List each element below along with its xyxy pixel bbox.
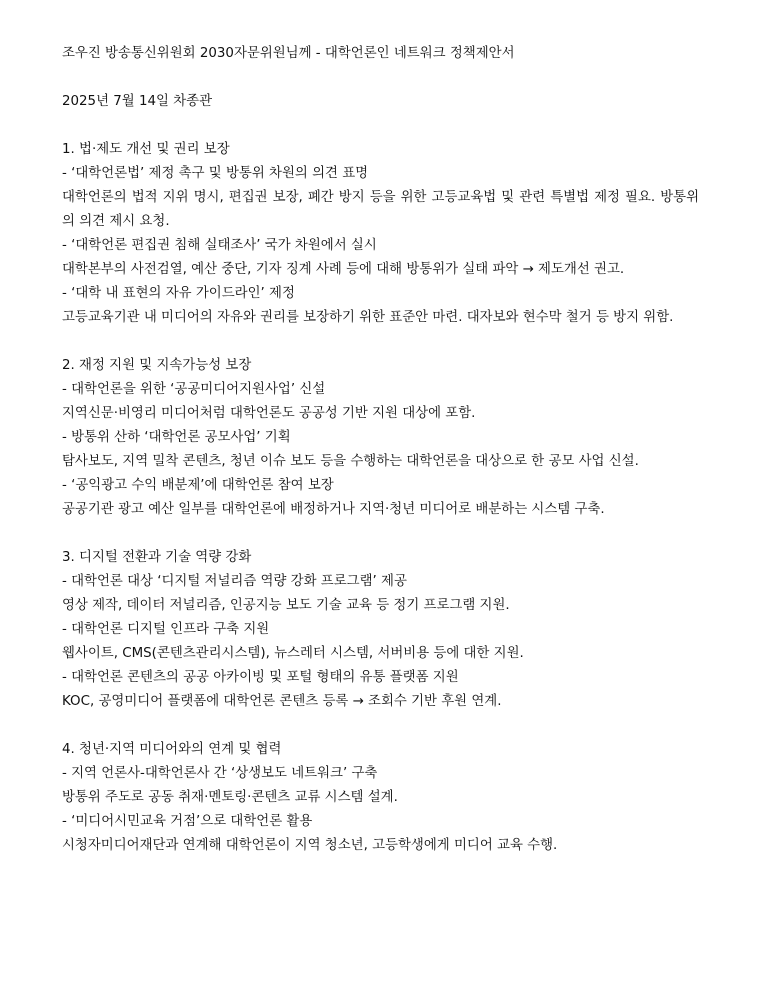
bullet-item: - 대학언론을 위한 ‘공공미디어지원사업’ 신설 xyxy=(62,382,326,397)
section-digital-transformation xyxy=(62,546,699,714)
bullet-item: - ‘대학 내 표현의 자유 가이드라인’ 제정 xyxy=(62,286,295,301)
section-heading: 4. 청년·지역 미디어와의 연계 및 협력 xyxy=(62,742,282,757)
bullet-item: - 대학언론 디지털 인프라 구축 지원 xyxy=(62,622,270,637)
bullet-body: 웹사이트, CMS(콘텐츠관리시스템), 뉴스레터 시스템, 서버비용 등에 대한 지원. xyxy=(62,646,524,661)
section-financial-support xyxy=(62,354,699,522)
spacer xyxy=(62,114,699,138)
section-youth-local-media xyxy=(62,738,699,858)
bullet-item: - ‘공익광고 수익 배분제’에 대학언론 참여 보장 xyxy=(62,478,334,493)
bullet-body: 시청자미디어재단과 연계해 대학언론이 지역 청소년, 고등학생에게 미디어 교육 수행. xyxy=(62,838,558,853)
section-legal-reform xyxy=(62,138,699,330)
spacer xyxy=(62,714,699,738)
bullet-body: KOC, 공영미디어 플랫폼에 대학언론 콘텐츠 등록 → 조회수 기반 후원 연계. xyxy=(62,694,502,709)
section-heading: 3. 디지털 전환과 기술 역량 강화 xyxy=(62,550,252,565)
bullet-item: - ‘미디어시민교육 거점’으로 대학언론 활용 xyxy=(62,814,313,829)
bullet-body: 대학언론의 법적 지위 명시, 편집권 보장, 폐간 방지 등을 위한 고등교육법 및 관련 특별법 제정 필요. 방통위의 의견 제시 요청. xyxy=(62,190,699,229)
bullet-body: 공공기관 광고 예산 일부를 대학언론에 배정하거나 지역·청년 미디어로 배분하는 시스템 구축. xyxy=(62,502,605,517)
spacer xyxy=(62,330,699,354)
bullet-body: 지역신문·비영리 미디어처럼 대학언론도 공공성 기반 지원 대상에 포함. xyxy=(62,406,476,421)
document-title: 조우진 방송통신위원회 2030자문위원님께 - 대학언론인 네트워크 정책제안서 xyxy=(62,46,515,61)
spacer xyxy=(62,66,699,90)
bullet-item: - ‘대학언론법’ 제정 촉구 및 방통위 차원의 의견 표명 xyxy=(62,166,369,181)
bullet-item: - 대학언론 콘텐츠의 공공 아카이빙 및 포털 형태의 유통 플랫폼 지원 xyxy=(62,670,459,685)
bullet-item: - ‘대학언론 편집권 침해 실태조사’ 국가 차원에서 실시 xyxy=(62,238,377,253)
bullet-body: 고등교육기관 내 미디어의 자유와 권리를 보장하기 위한 표준안 마련. 대자보와 현수막 철거 등 방지 위함. xyxy=(62,310,674,325)
bullet-item: - 방통위 산하 ‘대학언론 공모사업’ 기획 xyxy=(62,430,291,445)
spacer xyxy=(62,522,699,546)
bullet-body: 방통위 주도로 공동 취재·멘토링·콘텐츠 교류 시스템 설계. xyxy=(62,790,398,805)
bullet-body: 탐사보도, 지역 밀착 콘텐츠, 청년 이슈 보도 등을 수행하는 대학언론을 대상으로 한 공모 사업 신설. xyxy=(62,454,639,469)
document-date-author: 2025년 7월 14일 차종관 xyxy=(62,94,213,109)
bullet-body: 영상 제작, 데이터 저널리즘, 인공지능 보도 기술 교육 등 정기 프로그램 지원. xyxy=(62,598,510,613)
section-heading: 2. 재정 지원 및 지속가능성 보장 xyxy=(62,358,252,373)
bullet-item: - 지역 언론사-대학언론사 간 ‘상생보도 네트워크’ 구축 xyxy=(62,766,378,781)
bullet-body: 대학본부의 사전검열, 예산 중단, 기자 징계 사례 등에 대해 방통위가 실태 파악 → 제도개선 권고. xyxy=(62,262,625,277)
section-heading: 1. 법·제도 개선 및 권리 보장 xyxy=(62,142,230,157)
bullet-item: - 대학언론 대상 ‘디지털 저널리즘 역량 강화 프로그램’ 제공 xyxy=(62,574,407,589)
